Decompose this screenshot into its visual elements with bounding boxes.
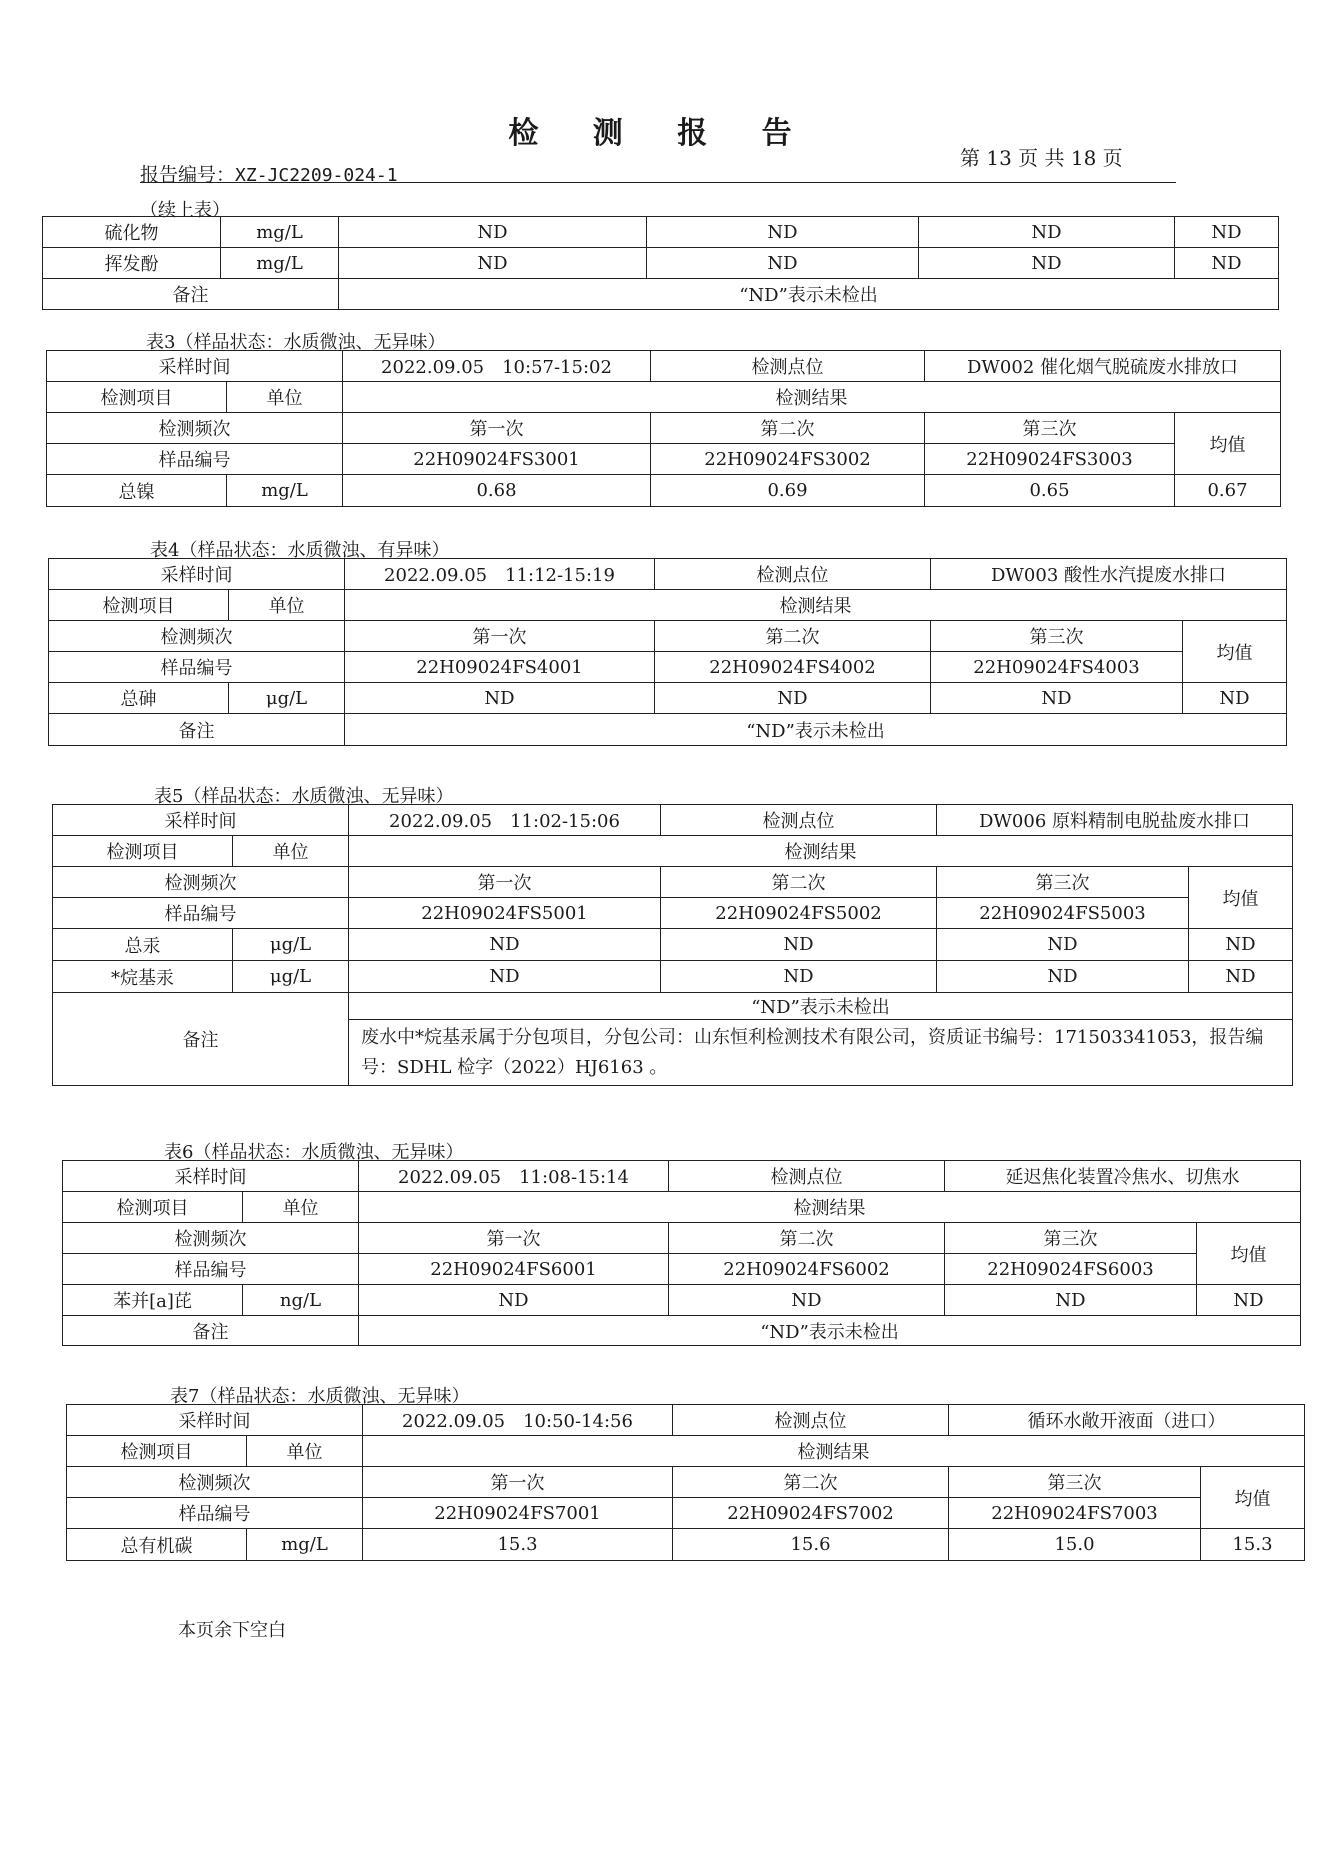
table-row xyxy=(47,444,1281,475)
result-1: 0.68 xyxy=(343,475,651,507)
result-3: ND xyxy=(919,217,1175,248)
table-row xyxy=(67,1405,1305,1436)
point-label: 检测点位 xyxy=(669,1161,945,1192)
report-number-value: XZ-JC2209-024-1 xyxy=(235,165,398,186)
result-1: ND xyxy=(339,217,647,248)
unit-label: 单位 xyxy=(243,1192,359,1223)
freq-1: 第一次 xyxy=(363,1467,673,1498)
unit-label: 单位 xyxy=(227,382,343,413)
result-label: 检测结果 xyxy=(349,836,1293,867)
result-1: ND xyxy=(349,929,661,961)
avg-label: 均值 xyxy=(1201,1467,1305,1529)
sample-no-1: 22H09024FS5001 xyxy=(349,898,661,929)
sample-no-1: 22H09024FS6001 xyxy=(359,1254,669,1285)
item-name: 苯并[a]芘 xyxy=(63,1285,243,1316)
sample-no-3: 22H09024FS7003 xyxy=(949,1498,1201,1529)
table-row xyxy=(53,961,1293,993)
table-row xyxy=(63,1254,1301,1285)
item-label: 检测项目 xyxy=(47,382,227,413)
sample-no-2: 22H09024FS4002 xyxy=(655,652,931,683)
item-name: 总有机碳 xyxy=(67,1529,247,1561)
result-avg: ND xyxy=(1189,929,1293,961)
avg-label: 均值 xyxy=(1183,621,1287,683)
freq-2: 第二次 xyxy=(669,1223,945,1254)
result-2: 0.69 xyxy=(651,475,925,507)
note-text: “ND”表示未检出 xyxy=(359,1316,1301,1346)
note-label: 备注 xyxy=(43,279,339,310)
freq-3: 第三次 xyxy=(931,621,1183,652)
result-avg: ND xyxy=(1189,961,1293,993)
result-label: 检测结果 xyxy=(359,1192,1301,1223)
sample-time: 2022.09.05 11:08-15:14 xyxy=(359,1161,669,1192)
freq-1: 第一次 xyxy=(359,1223,669,1254)
result-1: ND xyxy=(339,248,647,279)
continued-caption: （续上表） xyxy=(140,200,230,221)
result-1: ND xyxy=(349,961,661,993)
item-unit: mg/L xyxy=(247,1529,363,1561)
table6 xyxy=(62,1160,1301,1346)
freq-2: 第二次 xyxy=(655,621,931,652)
point-value: 延迟焦化装置冷焦水、切焦水 xyxy=(945,1161,1301,1192)
sample-no-1: 22H09024FS3001 xyxy=(343,444,651,475)
table-row xyxy=(47,382,1281,413)
sample-no-3: 22H09024FS5003 xyxy=(937,898,1189,929)
sample-no-label: 样品编号 xyxy=(63,1254,359,1285)
sample-time-label: 采样时间 xyxy=(49,559,345,590)
table-row xyxy=(49,621,1287,652)
sample-no-label: 样品编号 xyxy=(49,652,345,683)
freq-1: 第一次 xyxy=(349,867,661,898)
sample-no-2: 22H09024FS5002 xyxy=(661,898,937,929)
table-row xyxy=(49,652,1287,683)
table-row xyxy=(53,867,1293,898)
header-rule xyxy=(140,182,1176,183)
table-row xyxy=(67,1436,1305,1467)
table-row xyxy=(67,1498,1305,1529)
table-row xyxy=(53,898,1293,929)
item-name: 总镍 xyxy=(47,475,227,507)
result-1: 15.3 xyxy=(363,1529,673,1561)
avg-label: 均值 xyxy=(1189,867,1293,929)
table3-caption: 表3（样品状态：水质微浊、无异味） xyxy=(146,332,446,353)
item-label: 检测项目 xyxy=(49,590,229,621)
unit-label: 单位 xyxy=(229,590,345,621)
point-value: DW006 原料精制电脱盐废水排口 xyxy=(937,805,1293,836)
table7 xyxy=(66,1404,1305,1561)
item-label: 检测项目 xyxy=(63,1192,243,1223)
item-name: 硫化物 xyxy=(43,217,221,248)
table3 xyxy=(46,350,1281,507)
avg-label: 均值 xyxy=(1175,413,1281,475)
result-3: 0.65 xyxy=(925,475,1175,507)
sample-no-label: 样品编号 xyxy=(53,898,349,929)
note-label: 备注 xyxy=(63,1316,359,1346)
sample-time-label: 采样时间 xyxy=(53,805,349,836)
item-name: 总砷 xyxy=(49,683,229,714)
sample-no-2: 22H09024FS7002 xyxy=(673,1498,949,1529)
result-3: ND xyxy=(937,961,1189,993)
sample-no-2: 22H09024FS3002 xyxy=(651,444,925,475)
unit-label: 单位 xyxy=(233,836,349,867)
sample-no-1: 22H09024FS4001 xyxy=(345,652,655,683)
sample-no-1: 22H09024FS7001 xyxy=(363,1498,673,1529)
freq-2: 第二次 xyxy=(651,413,925,444)
avg-label: 均值 xyxy=(1197,1223,1301,1285)
result-2: ND xyxy=(669,1285,945,1316)
result-label: 检测结果 xyxy=(345,590,1287,621)
sample-no-label: 样品编号 xyxy=(47,444,343,475)
item-name: 挥发酚 xyxy=(43,248,221,279)
freq-1: 第一次 xyxy=(343,413,651,444)
item-unit: mg/L xyxy=(227,475,343,507)
result-3: ND xyxy=(937,929,1189,961)
result-2: 15.6 xyxy=(673,1529,949,1561)
result-avg: 15.3 xyxy=(1201,1529,1305,1561)
note-text: “ND”表示未检出 xyxy=(339,279,1279,310)
table-row xyxy=(53,929,1293,961)
item-unit: μg/L xyxy=(233,961,349,993)
table-row xyxy=(67,1529,1305,1561)
table5 xyxy=(52,804,1293,1086)
page-end-note: 本页余下空白 xyxy=(178,1620,286,1641)
freq-1: 第一次 xyxy=(345,621,655,652)
sample-time-label: 采样时间 xyxy=(47,351,343,382)
table-row xyxy=(43,248,1279,279)
result-1: ND xyxy=(359,1285,669,1316)
item-unit: mg/L xyxy=(221,248,339,279)
sample-time: 2022.09.05 11:02-15:06 xyxy=(349,805,661,836)
unit-label: 单位 xyxy=(247,1436,363,1467)
freq-label: 检测频次 xyxy=(63,1223,359,1254)
table4 xyxy=(48,558,1287,746)
item-unit: μg/L xyxy=(233,929,349,961)
sample-no-2: 22H09024FS6002 xyxy=(669,1254,945,1285)
table-row xyxy=(53,805,1293,836)
freq-label: 检测频次 xyxy=(67,1467,363,1498)
report-number-label: 报告编号： xyxy=(140,164,236,186)
item-label: 检测项目 xyxy=(67,1436,247,1467)
table4-caption: 表4（样品状态：水质微浊、有异味） xyxy=(150,540,450,561)
result-2: ND xyxy=(661,961,937,993)
result-avg: 0.67 xyxy=(1175,475,1281,507)
table6-caption: 表6（样品状态：水质微浊、无异味） xyxy=(164,1142,464,1163)
freq-label: 检测频次 xyxy=(49,621,345,652)
item-label: 检测项目 xyxy=(53,836,233,867)
result-avg: ND xyxy=(1175,248,1279,279)
item-unit: mg/L xyxy=(221,217,339,248)
table-row xyxy=(63,1161,1301,1192)
result-2: ND xyxy=(647,217,919,248)
page-counter: 第 13 页 共 18 页 xyxy=(960,146,1123,170)
result-1: ND xyxy=(345,683,655,714)
result-3: ND xyxy=(919,248,1175,279)
result-2: ND xyxy=(655,683,931,714)
sample-time-label: 采样时间 xyxy=(63,1161,359,1192)
result-label: 检测结果 xyxy=(343,382,1281,413)
sample-time: 2022.09.05 10:50-14:56 xyxy=(363,1405,673,1436)
point-value: 循环水敞开液面（进口） xyxy=(949,1405,1305,1436)
table-row xyxy=(67,1467,1305,1498)
table-row xyxy=(49,683,1287,714)
note-text: “ND”表示未检出 xyxy=(345,714,1287,746)
freq-3: 第三次 xyxy=(945,1223,1197,1254)
point-label: 检测点位 xyxy=(661,805,937,836)
freq-label: 检测频次 xyxy=(47,413,343,444)
result-3: ND xyxy=(931,683,1183,714)
page-title: 检 测 报 告 xyxy=(508,116,814,151)
sample-no-3: 22H09024FS3003 xyxy=(925,444,1175,475)
sample-no-label: 样品编号 xyxy=(67,1498,363,1529)
item-name: 总汞 xyxy=(53,929,233,961)
table-row xyxy=(43,217,1279,248)
table-row xyxy=(47,351,1281,382)
result-3: 15.0 xyxy=(949,1529,1201,1561)
table7-caption: 表7（样品状态：水质微浊、无异味） xyxy=(170,1386,470,1407)
item-unit: ng/L xyxy=(243,1285,359,1316)
point-value: DW002 催化烟气脱硫废水排放口 xyxy=(925,351,1281,382)
subcontract-note: 废水中*烷基汞属于分包项目，分包公司：山东恒利检测技术有限公司，资质证书编号：171503341053，报告编号：SDHL 检字（2022）HJ6163 。 xyxy=(349,1020,1293,1086)
table-row xyxy=(53,836,1293,867)
table-row xyxy=(63,1192,1301,1223)
result-avg: ND xyxy=(1197,1285,1301,1316)
note-row xyxy=(63,1316,1301,1346)
note-label: 备注 xyxy=(49,714,345,746)
item-name: *烷基汞 xyxy=(53,961,233,993)
result-2: ND xyxy=(661,929,937,961)
freq-label: 检测频次 xyxy=(53,867,349,898)
table-row xyxy=(47,413,1281,444)
note-row xyxy=(49,714,1287,746)
freq-3: 第三次 xyxy=(949,1467,1201,1498)
result-label: 检测结果 xyxy=(363,1436,1305,1467)
result-avg: ND xyxy=(1183,683,1287,714)
point-label: 检测点位 xyxy=(651,351,925,382)
table-row xyxy=(63,1223,1301,1254)
result-3: ND xyxy=(945,1285,1197,1316)
freq-2: 第二次 xyxy=(661,867,937,898)
freq-2: 第二次 xyxy=(673,1467,949,1498)
freq-3: 第三次 xyxy=(937,867,1189,898)
freq-3: 第三次 xyxy=(925,413,1175,444)
table-row xyxy=(63,1285,1301,1316)
table-row xyxy=(49,559,1287,590)
table-row xyxy=(47,475,1281,507)
sample-no-3: 22H09024FS4003 xyxy=(931,652,1183,683)
table5-caption: 表5（样品状态：水质微浊、无异味） xyxy=(154,786,454,807)
item-unit: μg/L xyxy=(229,683,345,714)
note-row xyxy=(53,993,1293,1020)
sample-time: 2022.09.05 11:12-15:19 xyxy=(345,559,655,590)
point-value: DW003 酸性水汽提废水排口 xyxy=(931,559,1287,590)
table-row xyxy=(49,590,1287,621)
point-label: 检测点位 xyxy=(673,1405,949,1436)
point-label: 检测点位 xyxy=(655,559,931,590)
sample-time: 2022.09.05 10:57-15:02 xyxy=(343,351,651,382)
note-label: 备注 xyxy=(53,993,349,1086)
continued-table xyxy=(42,216,1279,310)
result-avg: ND xyxy=(1175,217,1279,248)
note-row xyxy=(43,279,1279,310)
note-text: “ND”表示未检出 xyxy=(349,993,1293,1020)
sample-no-3: 22H09024FS6003 xyxy=(945,1254,1197,1285)
result-2: ND xyxy=(647,248,919,279)
sample-time-label: 采样时间 xyxy=(67,1405,363,1436)
